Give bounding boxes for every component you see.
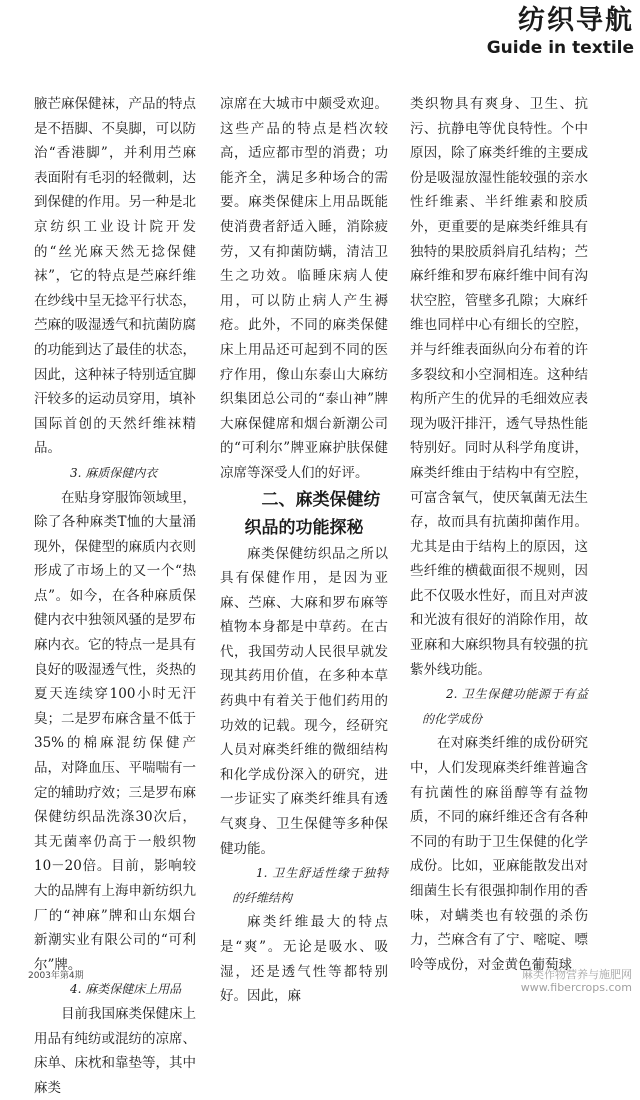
paragraph: 麻类纤维最大的特点是“爽”。无论是吸水、吸湿，还是透气性等都特别好。因此，麻: [220, 914, 388, 1005]
paragraph: 麻类保健纺织品之所以具有保健作用，是因为亚麻、苎麻、大麻和罗布麻等植物本身都是中草药。在古代，我国劳动人民很早就发现其药用价值，在多种本草药典中有着关于他们药用的功效的记载。现今，经研究人员对麻类纤维的微细结构和化学成份深入的研究，进一步证实了麻类纤维具有透气爽身、卫生保健等多种保健功能。: [220, 545, 388, 857]
paragraph: 凉席在大城市中颇受欢迎。这些产品的特点是档次较高，适应都市型的消费；功能齐全，满足多种场合的需要。麻类保健床上用品既能使消费者舒适入睡，消除疲劳，又有抑菌防螨，清洁卫生之功效。临睡床病人使用，可以防止病人产生褥疮。此外，不同的麻类保健床上用品还可起到不同的医疗作用，像山东泰山大麻纺织集团总公司的“泰山神”牌大麻保健席和烟台新潮公司的“可利尔”牌亚麻护肤保健凉席等深受人们的好评。: [220, 96, 388, 481]
subheading: 2. 卫生保健功能源于有益的化学成份: [422, 687, 588, 726]
header-title-cn: 纺织导航: [518, 5, 634, 36]
section-heading: 二、麻类保健纺织品的功能探秘: [244, 489, 381, 538]
subheading: 3. 麻质保健内衣: [70, 465, 158, 480]
column-1: [34, 92, 196, 1100]
paragraph: 在贴身穿服饰领域里，除了各种麻类T恤的大量涌现外，保健型的麻质内衣则形成了市场上的又一个“热点”。如今，在各种麻质保健内衣中独领风骚的是罗布麻内衣。它的特点一是具有良好的吸湿透气性，炎热的夏天连续穿100小时无汗臭；二是罗布麻含量不低于35%的棉麻混纺保健产品，对降血压、平喘喘有一定的辅助疗效；三是罗布麻保健纺织品洗涤30次后，其无菌率仍高于一般织物10－20倍。目前，影响较大的品牌有上海申新纺织九厂的“神麻”牌和山东烟台新潮实业有限公司的“可利尔”牌。: [34, 489, 196, 973]
paragraph: 类织物具有爽身、卫生、抗污、抗静电等优良特性。个中原因，除了麻类纤维的主要成份是吸湿放湿性能较强的亲水性纤维素、半纤维素和胶质外，更重要的是麻类纤维具有独特的果胶质斜肩孔结构；苎麻纤维和罗布麻纤维中间有沟状空腔，管壁多孔隙；大麻纤维也同样中心有细长的空腔，并与纤维表面纵向分布着的许多裂纹和小空洞相连。这种结构所产生的优异的毛细效应表现为吸汗排汗，透气导热性能特别好。同时从科学角度讲，麻类纤维由于结构中有空腔，可富含氧气，使厌氧菌无法生存，故而具有抗菌抑菌作用。尤其是由于结构上的原因，这些纤维的横截面很不规则，因此不仅吸水性好，而且对声波和光波有很好的消除作用，故亚麻和大麻织物具有较强的抗紫外线功能。: [410, 96, 588, 678]
subheading: 4. 麻类保健床上用品: [70, 982, 182, 997]
issue-footer: 2003年第4期: [28, 971, 84, 981]
column-3: [410, 92, 588, 977]
column-2: [220, 92, 388, 1009]
section-header: [484, 4, 634, 66]
watermark-url: www.fibercrops.com: [520, 981, 632, 994]
header-title-en: Guide in textile: [486, 38, 634, 58]
paragraph: 在对麻类纤维的成份研究中，人们发现麻类纤维普遍含有抗菌性的麻甾醇等有益物质，不同的麻纤维还含有各种不同的有助于卫生保健的化学成份。比如，亚麻能散发出对细菌生长有很强抑制作用的香味，对螨类也有较强的杀伤力，苎麻含有了宁、嘧啶、嘌呤等成份，对金黄色葡萄球: [410, 735, 588, 973]
watermark-site-name: 麻类作物营养与施肥网: [522, 968, 632, 981]
subheading: 1. 卫生舒适性缘于独特的纤维结构: [232, 866, 388, 905]
paragraph: 目前我国麻类保健床上用品有纯纺或混纺的凉席、床单、床枕和靠垫等，其中麻类: [34, 1005, 196, 1096]
paragraph: 腋芒麻保健袜，产品的特点是不捂脚、不臭脚，可以防治“香港脚”，并利用苎麻表面附有毛羽的轻微刺，达到保健的作用。另一种是北京纺织工业设计院开发的“丝光麻天然无捻保健袜”，它的特点是苎麻纤维在纱线中呈无捻平行状态，苎麻的吸湿透气和抗菌防腐的功能到达了最佳的状态，因此，这种袜子特别适宜脚汗较多的运动员穿用，填补国际首创的天然纤维袜精品。: [34, 96, 196, 457]
watermark: [521, 968, 632, 994]
